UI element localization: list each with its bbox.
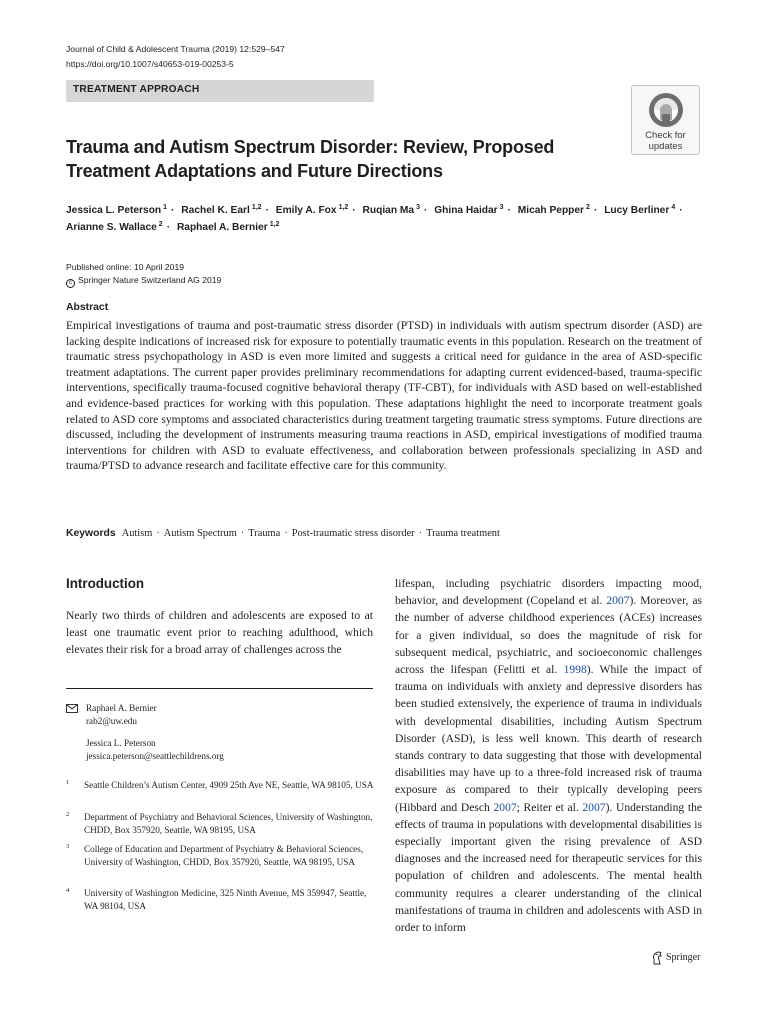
- author-affiliation-mark: 1,2: [269, 221, 280, 228]
- correspondence-contact: [86, 702, 157, 727]
- author-name[interactable]: [66, 205, 167, 216]
- author-name[interactable]: [604, 205, 675, 216]
- author-name-text: Jessica L. Peterson: [66, 205, 162, 216]
- author-name[interactable]: [66, 222, 163, 233]
- journal-header: [66, 42, 285, 72]
- author-name-text: Ghina Haidar: [434, 205, 498, 216]
- author-name-text: Rachel K. Earl: [181, 205, 250, 216]
- author-name[interactable]: [363, 205, 420, 216]
- author-separator: ·: [507, 205, 511, 216]
- check-for-label: Check for: [645, 130, 686, 141]
- abstract-text: Empirical investigations of trauma and post-traumatic stress disorder (PTSD) in individuals with autism spectrum disorder (ASD) are lacking despite indications of increased risk for exposure to potentially traumatic events in this population. Research on the treatment of traumatic stress psychopathology in ASD is even more limited and suggests a critical need for guidance in the area of ASD-specific treatment adaptations. The current paper provides preliminary recommendations for adapting current evidenced-based, trauma-specific interventions, specifically trauma-focused cognitive behavioral therapy (TF-CBT), for individuals with ASD based on well-established and evidence-based practices for working with this population. These adaptations highlight the need to incorporate treatment goals related to ASD core symptoms and associated characteristics during treatment targeting traumatic stress symptoms. Future directions are discussed, including the development of instruments measuring trauma reactions in ASD, empirical investigations of modified trauma interventions for children with ASD to evaluate effectiveness, and collaboration between professionals specializing in ASD and trauma/PTSD to advance research and facilitate effective care for this community.: [66, 319, 702, 473]
- copyright-icon: c: [66, 279, 75, 288]
- journal-citation: Journal of Child & Adolescent Trauma (2019) 12:529–547: [66, 44, 285, 54]
- updates-label: updates: [648, 141, 683, 152]
- body-text: ). Moreover, as the number of adverse childhood experiences (ACEs) increases for a given individual, so does the magnitude of risk for subsequent medical, psychiatric, and socioeconomic challenges across the lifespan (Felitti et al.: [395, 594, 702, 677]
- introduction-heading: Introduction: [66, 576, 145, 591]
- author-affiliation-mark: 1,2: [251, 204, 262, 211]
- author-affiliation-mark: 3: [416, 204, 420, 211]
- author-affiliation-mark: 3: [499, 204, 504, 211]
- affiliation-number: 2: [66, 811, 70, 818]
- author-name[interactable]: [434, 205, 503, 216]
- keyword-item: Autism Spectrum: [163, 528, 237, 539]
- author-separator: ·: [166, 222, 171, 233]
- author-affiliation-mark: 1,2: [338, 204, 349, 211]
- affiliation-number: 1: [66, 779, 70, 786]
- check-for-updates-badge[interactable]: [631, 85, 700, 155]
- section-banner: [66, 80, 374, 102]
- author-name-text: Ruqian Ma: [362, 205, 415, 216]
- author-name[interactable]: [518, 205, 590, 216]
- affiliation-text: Department of Psychiatry and Behavioral Sciences, University of Washington, CHDD, Box 357920, Seattle, WA 98195, USA: [84, 812, 373, 835]
- article-title: Trauma and Autism Spectrum Disorder: Review, Proposed Treatment Adaptations and Future Directions: [66, 137, 555, 181]
- affiliation-text: Seattle Children’s Autism Center, 4909 25th Ave NE, Seattle, WA 98105, USA: [84, 780, 374, 790]
- contact-email[interactable]: rab2@uw.edu: [86, 715, 137, 726]
- keywords: [66, 527, 500, 541]
- contact-name: Raphael A. Bernier: [86, 703, 157, 713]
- body-text: ). While the impact of trauma on individuals with anxiety and depressive disorders has been studied extensively, the experience of trauma in individuals with developmental disabilities, including Autism Spectrum Disorder (ASD), is less well known. This dearth of research stands contrary to data suggesting that those with developmental disabilities may have up to a three-fold increased risk of trauma exposure as compared to their typically developing peers (Hibbard and Desch: [395, 663, 703, 814]
- section-label: TREATMENT APPROACH: [73, 84, 200, 95]
- body-text: lifespan, including psychiatric disorders impacting mood, behavior, and development (Copeland et al.: [395, 577, 702, 608]
- contact-name: Jessica L. Peterson: [86, 738, 156, 748]
- keyword-separator: ·: [418, 528, 423, 539]
- envelope-icon: [66, 704, 78, 713]
- publication-info: [66, 261, 221, 288]
- author-affiliation-mark: 2: [158, 221, 163, 228]
- author-separator: ·: [171, 205, 175, 216]
- author-name-text: Lucy Berliner: [604, 205, 670, 216]
- keyword-item: Post-traumatic stress disorder: [291, 528, 415, 539]
- keyword-item: Trauma treatment: [426, 528, 500, 539]
- introduction-left-column: Nearly two thirds of children and adolescents are exposed to at least one traumatic event prior to reaching adulthood, which elevates their risk for a broad array of challenges across the: [66, 609, 373, 657]
- citation-link[interactable]: 1998: [563, 663, 587, 677]
- author-affiliation-mark: 1: [163, 204, 168, 211]
- keyword-item: Trauma: [248, 528, 281, 539]
- copyright-text: Springer Nature Switzerland AG 2019: [78, 275, 222, 285]
- author-name-text: Arianne S. Wallace: [66, 222, 157, 233]
- keyword-separator: ·: [156, 528, 160, 539]
- affiliation-number: 4: [66, 887, 70, 894]
- author-affiliation-mark: 2: [586, 204, 590, 211]
- doi-link[interactable]: https://doi.org/10.1007/s40653-019-00253-5: [66, 59, 234, 69]
- body-text: ). Understanding the effects of trauma in populations with developmental disabilities is especially important given the rising prevalence of ASD diagnoses and the increased need for therapeutic services for this population of children and adolescents. The mental health community requires a clearer understanding of the clinical manifestations of trauma in children and adolescents with ASD in order to inform: [395, 800, 703, 935]
- author-separator: ·: [679, 205, 683, 216]
- citation-link[interactable]: 2007: [493, 800, 517, 814]
- author-separator: ·: [423, 205, 428, 216]
- keyword-separator: ·: [284, 528, 288, 539]
- author-affiliation-mark: 4: [671, 204, 676, 211]
- author-name[interactable]: [177, 222, 280, 233]
- footnote-divider: [66, 688, 373, 689]
- affiliation-number: 3: [66, 843, 70, 850]
- author-name-text: Raphael A. Bernier: [176, 222, 268, 233]
- affiliation-text: College of Education and Department of Psychiatry & Behavioral Sciences, University of Washington, CHDD, Box 357920, Seattle, WA 98195, USA: [84, 844, 364, 867]
- body-text: ; Reiter et al.: [516, 800, 583, 814]
- citation-link[interactable]: 2007: [582, 800, 606, 814]
- contact-email[interactable]: jessica.peterson@seattlechildrens.org: [86, 750, 224, 761]
- crossmark-badge-icon: [648, 92, 684, 128]
- springer-logo: [651, 951, 700, 965]
- author-separator: ·: [593, 205, 598, 216]
- affiliation-text: University of Washington Medicine, 325 Ninth Avenue, MS 359947, Seattle, WA 98104, USA: [84, 888, 367, 911]
- author-name[interactable]: [276, 205, 349, 216]
- copyright-line: [66, 274, 221, 288]
- published-date: Published online: 10 April 2019: [66, 262, 185, 272]
- keyword-separator: ·: [240, 528, 245, 539]
- springer-horse-icon: [651, 951, 663, 965]
- author-name-text: Micah Pepper: [517, 205, 585, 216]
- author-name-text: Emily A. Fox: [275, 205, 337, 216]
- correspondence-contact: [86, 737, 224, 762]
- author-name[interactable]: [181, 205, 261, 216]
- author-list: [66, 202, 706, 236]
- keywords-label: Keywords: [66, 528, 116, 539]
- springer-name: Springer: [666, 952, 701, 963]
- introduction-right-column: [395, 575, 702, 936]
- author-separator: ·: [352, 205, 356, 216]
- keyword-item: Autism: [121, 528, 153, 539]
- author-separator: ·: [265, 205, 269, 216]
- abstract-heading: Abstract: [66, 302, 109, 313]
- citation-link[interactable]: 2007: [606, 594, 630, 608]
